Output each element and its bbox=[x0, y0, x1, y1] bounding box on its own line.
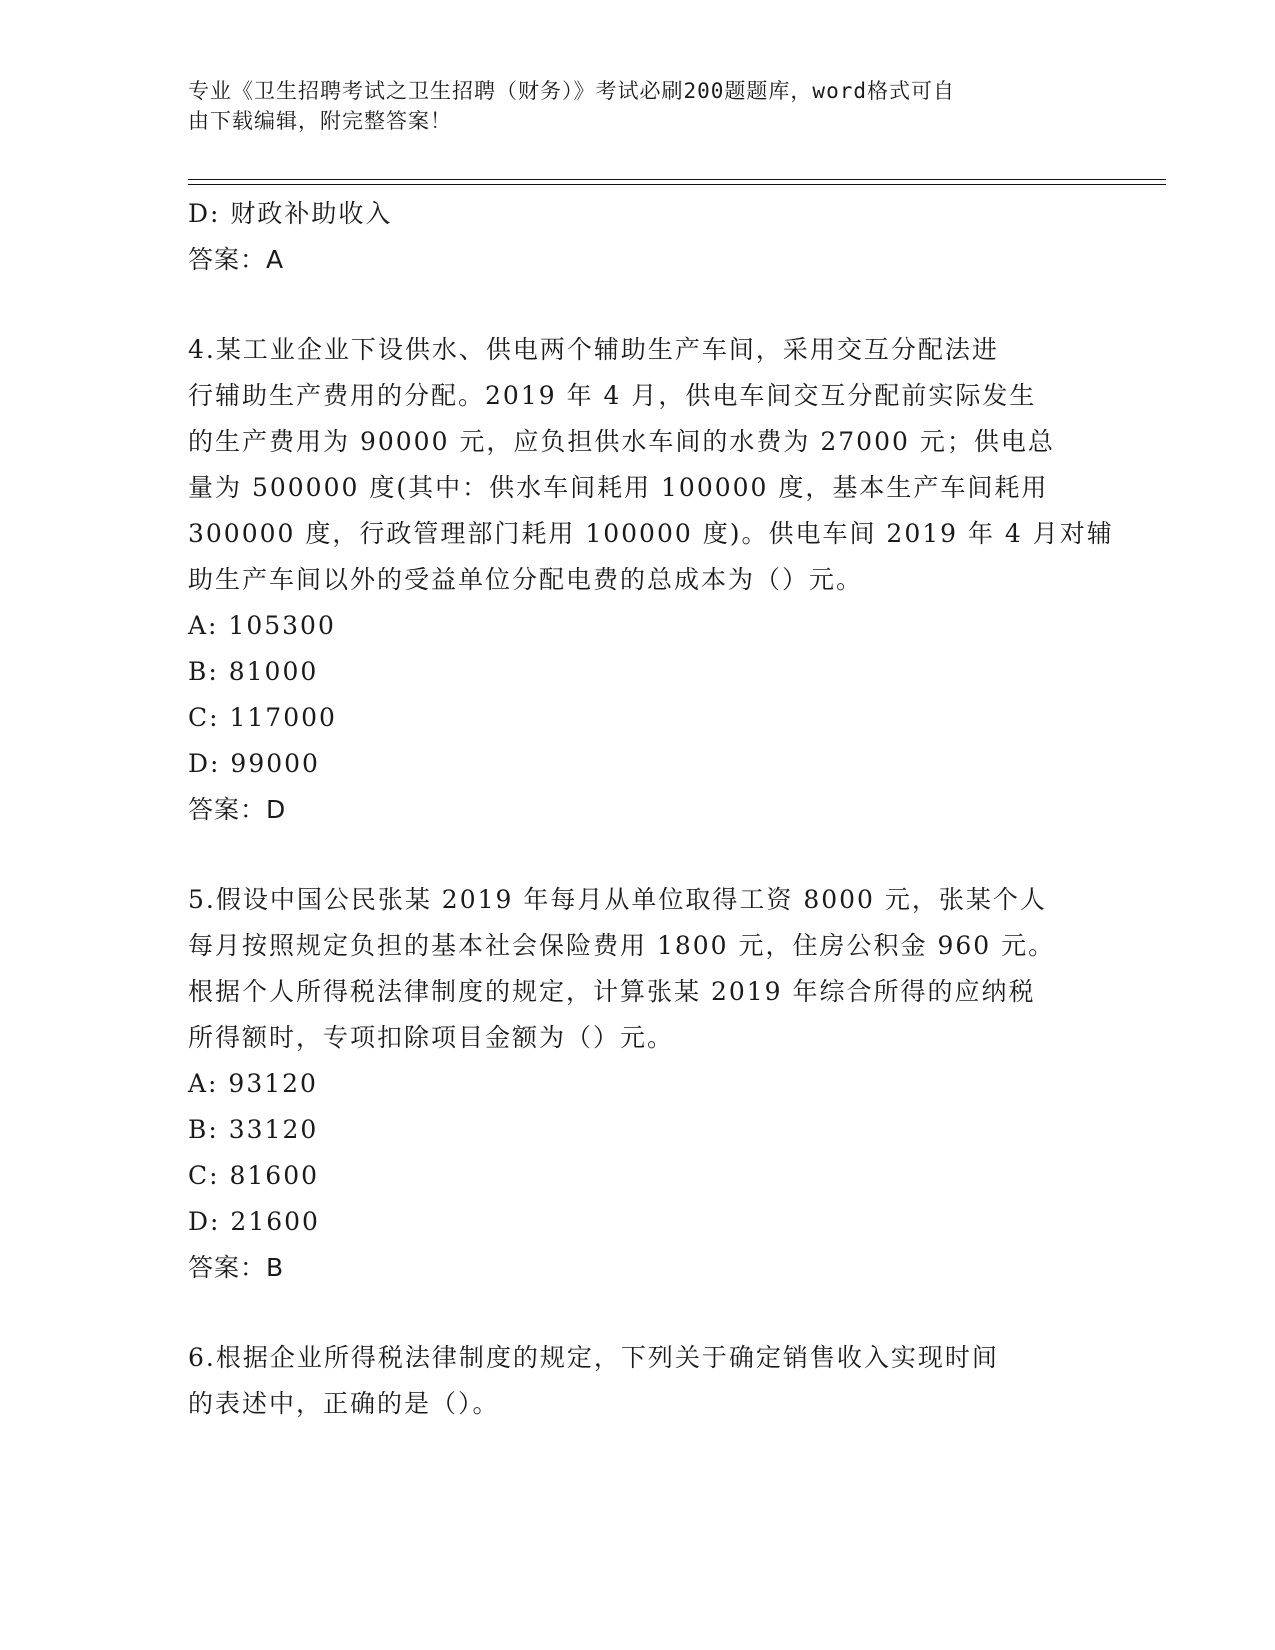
q4-line: 的生产费用为 90000 元，应负担供水车间的水费为 27000 元；供电总 bbox=[188, 427, 1055, 456]
q5-line: 根据个人所得税法律制度的规定，计算张某 2019 年综合所得的应纳税 bbox=[188, 977, 1036, 1006]
q5-line: 所得额时，专项扣除项目金额为（）元。 bbox=[188, 1023, 675, 1052]
header-divider-top bbox=[188, 179, 1166, 180]
q5-option-a: A: 93120 bbox=[188, 1069, 318, 1098]
q6-line: 的表述中，正确的是（）。 bbox=[188, 1389, 500, 1418]
q4-line: 300000 度，行政管理部门耗用 100000 度)。供电车间 2019 年 4 月对辅 bbox=[188, 519, 1114, 548]
q5-option-c: C: 81600 bbox=[188, 1161, 320, 1190]
q4-line: 行辅助生产费用的分配。2019 年 4 月，供电车间交互分配前实际发生 bbox=[188, 381, 1037, 410]
question-4-text bbox=[188, 327, 1114, 603]
question-6-text bbox=[188, 1335, 1088, 1427]
q4-option-c: C: 117000 bbox=[188, 703, 337, 732]
header-line-2: 由下载编辑，附完整答案！ bbox=[188, 109, 452, 133]
question-5-text bbox=[188, 877, 1088, 1061]
question-content bbox=[188, 191, 1114, 1427]
q5-answer: 答案：B bbox=[188, 1253, 285, 1282]
q4-option-b: B: 81000 bbox=[188, 657, 319, 686]
q4-option-a: A: 105300 bbox=[188, 611, 336, 640]
q4-answer: 答案：D bbox=[188, 795, 287, 824]
q5-line: 每月按照规定负担的基本社会保险费用 1800 元，住房公积金 960 元。 bbox=[188, 931, 1056, 960]
header-line-1: 专业《卫生招聘考试之卫生招聘（财务）》考试必刷200题题库，word格式可自 bbox=[188, 79, 955, 103]
q3-option-d: D: 财政补助收入 bbox=[188, 199, 393, 228]
header-divider-bottom bbox=[188, 184, 1166, 185]
q5-option-d: D: 21600 bbox=[188, 1207, 320, 1236]
q4-line: 4.某工业企业下设供水、供电两个辅助生产车间，采用交互分配法进 bbox=[188, 335, 999, 364]
document-header bbox=[188, 76, 1068, 136]
q5-line: 5.假设中国公民张某 2019 年每月从单位取得工资 8000 元，张某个人 bbox=[188, 885, 1047, 914]
q4-option-d: D: 99000 bbox=[188, 749, 320, 778]
q4-line: 助生产车间以外的受益单位分配电费的总成本为（）元。 bbox=[188, 565, 864, 594]
q6-line: 6.根据企业所得税法律制度的规定，下列关于确定销售收入实现时间 bbox=[188, 1343, 999, 1372]
q5-option-b: B: 33120 bbox=[188, 1115, 319, 1144]
q3-answer: 答案：A bbox=[188, 245, 285, 274]
q4-line: 量为 500000 度(其中：供水车间耗用 100000 度，基本生产车间耗用 bbox=[188, 473, 1049, 502]
